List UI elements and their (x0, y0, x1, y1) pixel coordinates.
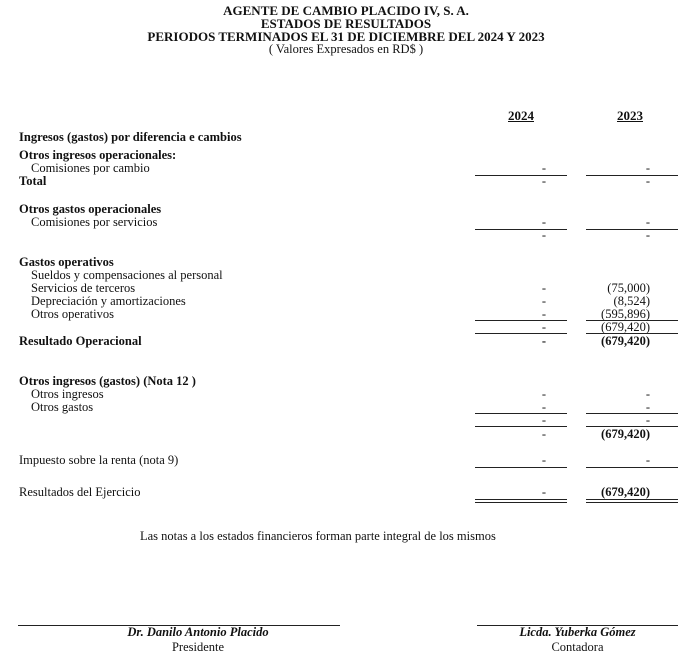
signature-role-presidente: Presidente (171, 640, 225, 654)
subtotal-gastos-op-2023: - (645, 228, 650, 242)
subtotal-operativos-2023: (679,420) (601, 320, 650, 334)
section-otros-ingresos-op: Otros ingresos operacionales: (19, 148, 177, 162)
section-gastos-operativos: Gastos operativos (19, 255, 114, 269)
row-otros-gastos-label: Otros gastos (31, 400, 94, 414)
row-total-2023: - (645, 174, 650, 188)
row-otros-operativos-label: Otros operativos (31, 307, 114, 321)
column-2024: 2024 (508, 108, 534, 123)
row-total-2024: - (541, 174, 547, 188)
row-servicios-terceros-label: Servicios de terceros (31, 281, 136, 295)
antes-impuesto-2023: (679,420) (601, 427, 650, 441)
row-resultado-operacional-label: Resultado Operacional (19, 334, 142, 348)
footnote: Las notas a los estados financieros forman parte integral de los mismos (140, 529, 496, 543)
signature-name-contadora: Licda. Yuberka Gómez (519, 625, 636, 639)
row-comisiones-cambio-label: Comisiones por cambio (31, 161, 150, 175)
subtotal-otros-2024: - (541, 413, 547, 427)
statement-title: ESTADOS DE RESULTADOS (260, 16, 432, 31)
section-otros-gastos-op: Otros gastos operacionales (19, 202, 162, 216)
column-2023: 2023 (617, 108, 643, 123)
underline (586, 467, 678, 468)
row-otros-operativos-2024: - (541, 307, 547, 321)
section-otros-ingresos-gastos: Otros ingresos (gastos) (Nota 12 ) (19, 374, 196, 388)
row-depreciacion-2023: (8,524) (613, 294, 650, 308)
underline (475, 467, 567, 468)
row-resultado-operacional-2023: (679,420) (601, 334, 650, 348)
row-otros-ingresos-2024: - (541, 387, 547, 401)
double-underline (586, 499, 678, 500)
double-underline (586, 502, 678, 503)
subtotal-otros-2023: - (645, 413, 650, 427)
row-comisiones-servicios-2024: - (541, 215, 547, 229)
signature-role-contadora: Contadora (551, 640, 604, 654)
section-ingresos-cambios: Ingresos (gastos) por diferencia e cambios (19, 130, 242, 144)
row-resultado-ejercicio-2024: - (541, 485, 547, 499)
row-depreciacion-label: Depreciación y amortizaciones (31, 294, 186, 308)
row-resultado-ejercicio-2023: (679,420) (601, 485, 650, 499)
row-otros-gastos-2024: - (541, 400, 547, 414)
row-impuesto-label: Impuesto sobre la renta (nota 9) (19, 453, 179, 467)
row-otros-gastos-2023: - (645, 400, 650, 414)
row-comisiones-servicios-label: Comisiones por servicios (31, 215, 158, 229)
currency-note: ( Valores Expresados en RD$ ) (268, 42, 424, 56)
double-underline (475, 499, 567, 500)
signature-name-presidente: Dr. Danilo Antonio Placido (127, 625, 269, 639)
double-underline (475, 502, 567, 503)
period-title: PERIODOS TERMINADOS EL 31 DE DICIEMBRE DEL 2024 Y 2023 (147, 29, 545, 44)
row-total-label: Total (19, 174, 47, 188)
row-sueldos-label: Sueldos y compensaciones al personal (31, 268, 223, 282)
row-otros-ingresos-2023: - (645, 387, 650, 401)
row-servicios-terceros-2024: - (541, 281, 547, 295)
row-resultado-operacional-2024: - (541, 334, 547, 348)
row-comisiones-cambio-2024: - (541, 161, 547, 175)
row-comisiones-servicios-2023: - (645, 215, 650, 229)
antes-impuesto-2024: - (541, 427, 547, 441)
row-otros-operativos-2023: (595,896) (601, 307, 650, 321)
row-otros-ingresos-label: Otros ingresos (31, 387, 104, 401)
row-impuesto-2024: - (541, 453, 547, 467)
company-name: AGENTE DE CAMBIO PLACIDO IV, S. A. (223, 3, 469, 18)
subtotal-gastos-op-2024: - (541, 228, 547, 242)
row-depreciacion-2024: - (541, 294, 547, 308)
row-impuesto-2023: - (645, 453, 650, 467)
row-comisiones-cambio-2023: - (645, 161, 650, 175)
subtotal-operativos-2024: - (541, 320, 547, 334)
row-servicios-terceros-2023: (75,000) (607, 281, 650, 295)
row-resultado-ejercicio-label: Resultados del Ejercicio (19, 485, 141, 499)
